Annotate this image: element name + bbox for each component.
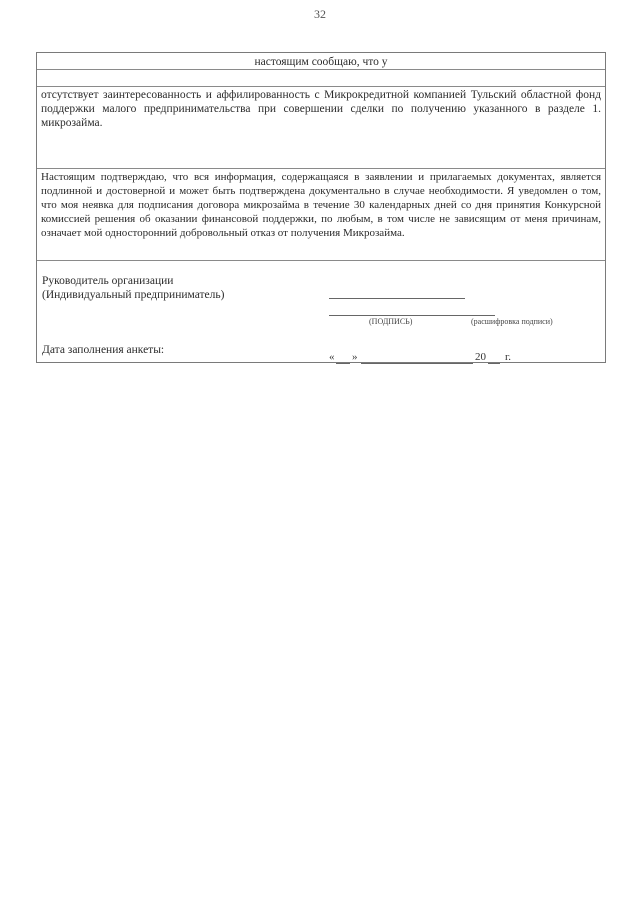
row-divider <box>37 260 605 261</box>
year-blank[interactable] <box>488 363 500 364</box>
signatory-label-2: (Индивидуальный предприниматель) <box>42 289 225 301</box>
form-header: настоящим сообщаю, что у <box>254 56 388 68</box>
row-divider <box>37 168 605 169</box>
date-label: Дата заполнения анкеты: <box>42 344 165 356</box>
transcript-caption: (расшифровка подписи) <box>471 317 553 326</box>
month-blank[interactable] <box>361 363 473 364</box>
row-divider <box>37 86 605 87</box>
date-open-quote: « <box>329 351 335 363</box>
header-underline <box>37 69 605 70</box>
affiliation-statement: отсутствует заинтересованность и аффилированность с Микрокредитной компанией Тульский областной фонд поддержки малого предпринимательства при совершении сделки по получению указанного в разделе 1. микрозайма. <box>41 89 601 130</box>
date-field[interactable] <box>329 351 529 365</box>
day-blank[interactable] <box>336 363 350 364</box>
year-prefix: 20 <box>475 351 486 363</box>
confirmation-text-2: Я уведомлен о том, что моя неявка для подписания договора микрозайма в течение 30 календарных дней со дня принятия Конкурсной комиссией решения об оказании финансовой поддержки, по любым, в том числе не зависящим от меня причинам, означает мой односторонний добровольный отказ от получения Микрозайма. <box>41 185 602 239</box>
page-number: 32 <box>314 7 326 21</box>
declaration-form <box>36 52 606 363</box>
signature-line[interactable] <box>329 298 465 299</box>
confirmation-text-1: Настоящим подтверждаю, что вся информация, содержащаяся в заявлении и прилагаемых документах, является подлинной и достоверной и может быть подтверждена документально в случае необходимости. <box>41 171 601 197</box>
signature-caption: (ПОДПИСЬ) <box>369 317 413 326</box>
signature-line-bottom[interactable] <box>329 315 495 316</box>
date-close-quote: » <box>352 351 358 363</box>
signatory-label-1: Руководитель организации <box>42 275 174 287</box>
confirmation-statement <box>41 170 601 240</box>
year-suffix: г. <box>505 351 512 363</box>
